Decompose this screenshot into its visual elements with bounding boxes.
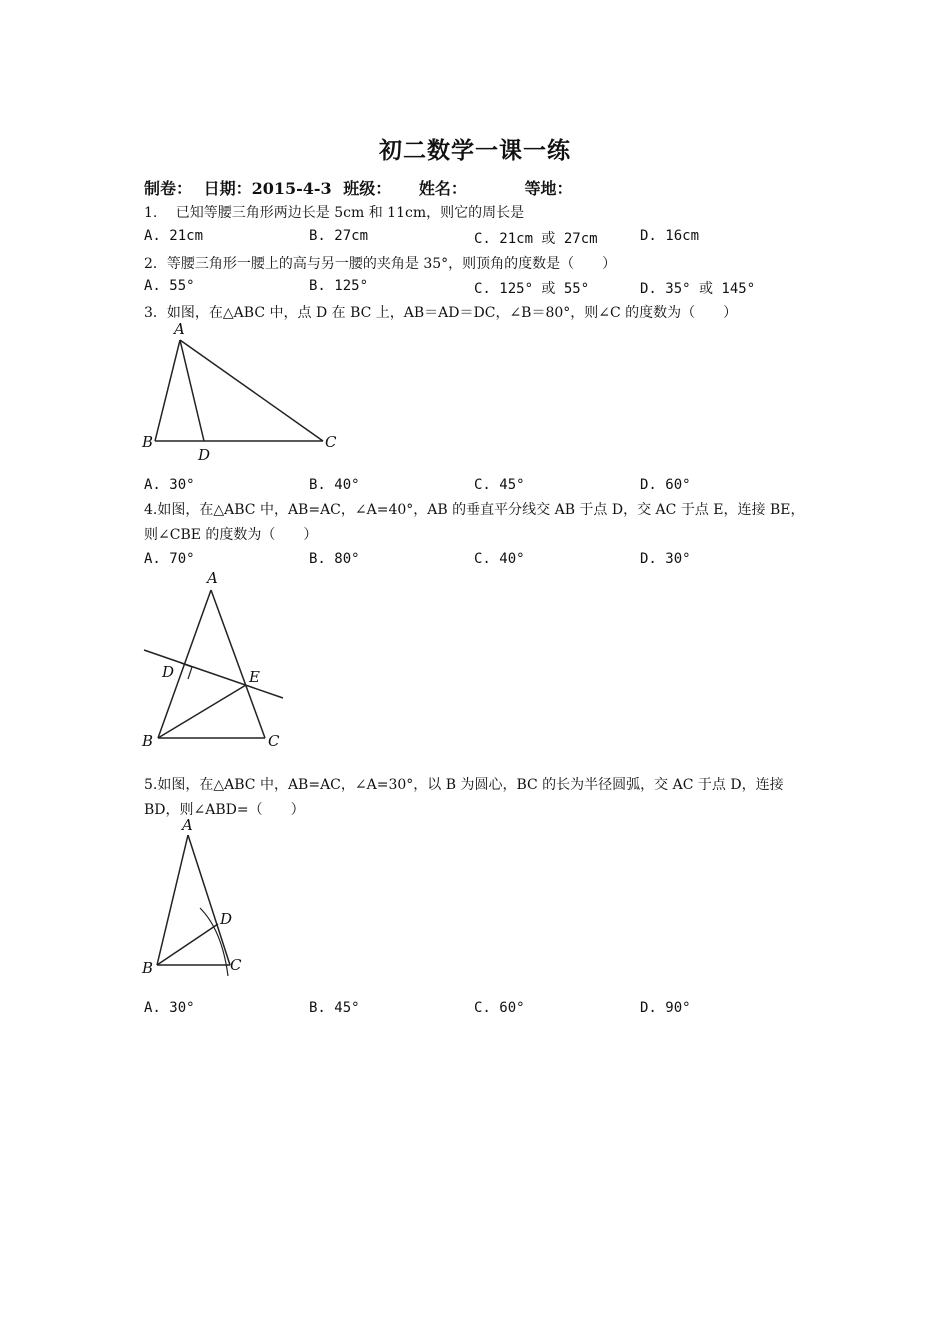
q2-option-a: A. 55° [144,278,195,294]
q5-option-d: D. 90° [640,1000,691,1016]
q3-label-d: D [198,446,211,464]
q5-label-d: D [220,910,233,928]
header-class: 班级： [343,179,392,198]
q5-segment-ac [188,835,233,965]
q2-option-c: C. 125° 或 55° [474,281,590,297]
q3-label-c: C [325,433,337,451]
q2-option-d: D. 35° 或 145° [640,281,756,297]
q5-segment-bd [157,924,218,965]
q3-label-b: B [142,433,154,451]
question-2: 2．等腰三角形一腰上的高与另一腰的夹角是 35°，则顶角的度数是（ ） [144,256,617,272]
q3-segment-ab [155,340,180,441]
q4-label-e: E [249,668,260,686]
q5-segment-ab [157,835,188,965]
question-3: 3．如图，在△ABC 中，点 D 在 BC 上，AB＝AD＝DC，∠B＝80°，则∠C 的度数为（ ） [144,305,738,321]
q3-option-c: C. 45° [474,477,525,493]
q4-option-c: C. 40° [474,551,525,567]
q5-label-b: B [142,959,154,977]
q5-label-a: A [182,816,193,834]
header-maker: 制卷： [144,179,193,198]
q4-option-a: A. 70° [144,551,195,567]
q4-segment-be [158,685,246,738]
q4-label-d: D [162,663,175,681]
question-4: 4.如图，在△ABC 中，AB=AC，∠A=40°，AB 的垂直平分线交 AB 于点 D，交 AC 于点 E，连接 BE，则∠CBE 的度数为（ ） [144,502,805,543]
q5-option-a: A. 30° [144,1000,195,1016]
q4-option-d: D. 30° [640,551,691,567]
header-name: 姓名： [418,179,467,198]
q1-option-b: B. 27cm [309,228,369,244]
q4-option-b: B. 80° [309,551,360,567]
q3-label-a: A [174,320,185,338]
header-grade: 等地： [524,179,573,198]
page-title: 初二数学一课一练 [379,137,571,164]
q1-option-c: C. 21cm 或 27cm [474,231,598,247]
q1-option-a: A. 21cm [144,228,204,244]
q5-option-c: C. 60° [474,1000,525,1016]
q3-segment-ac [180,340,323,441]
q2-option-b: B. 125° [309,278,369,294]
header-info [144,176,578,199]
q4-segment-ac [211,590,265,738]
q3-option-b: B. 40° [309,477,360,493]
q5-option-b: B. 45° [309,1000,360,1016]
q5-label-c: C [230,956,242,974]
q3-option-d: D. 60° [640,477,691,493]
q4-label-c: C [268,732,280,750]
question-3-figure [140,318,360,468]
question-1: 1. 已知等腰三角形两边长是 5cm 和 11cm，则它的周长是 [144,205,525,221]
q4-label-a: A [207,569,218,587]
question-4-figure [140,570,300,755]
header-date: 日期：2015-4-3 [203,179,332,198]
q1-option-d: D. 16cm [640,228,700,244]
q3-option-a: A. 30° [144,477,195,493]
question-5-figure [140,818,260,978]
q4-label-b: B [142,732,154,750]
question-5: 5.如图，在△ABC 中，AB=AC，∠A=30°，以 B 为圆心，BC 的长为半径圆弧，交 AC 于点 D，连接 BD，则∠ABD=（ ） [144,777,784,818]
